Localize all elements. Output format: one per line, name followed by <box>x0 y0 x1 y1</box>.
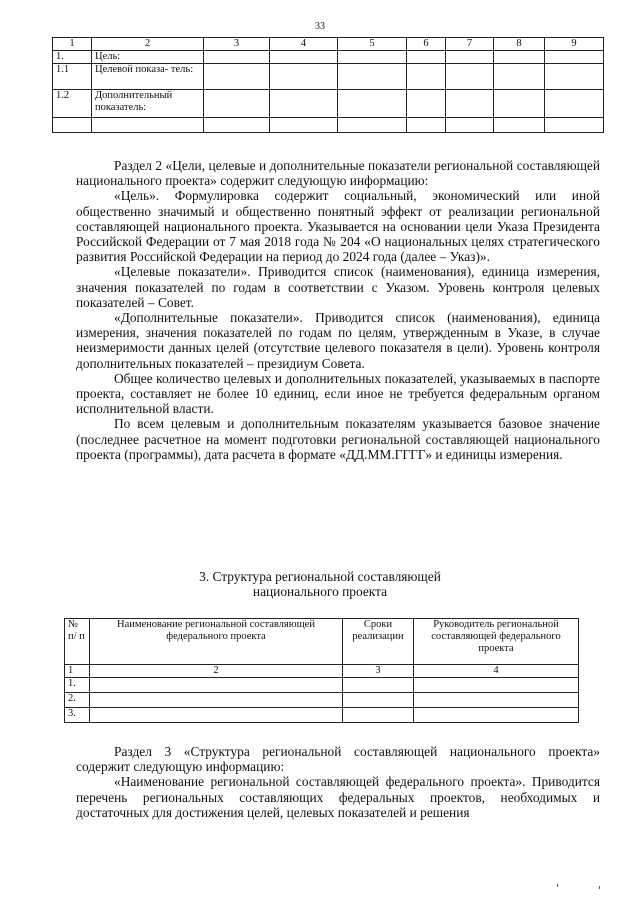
table-row <box>53 118 604 133</box>
page-number: 33 <box>315 21 325 32</box>
row-number: 1. <box>65 678 90 693</box>
table-row <box>53 90 604 118</box>
table-row <box>65 693 579 708</box>
table-header-cell: 3 <box>204 38 270 51</box>
paragraph: «Дополнительные показатели». Приводится список (наименования), единица измерения, значения показателей по годам по целям, утвержденным в Указе, в случае неизмеримости данных целей (отсутствие целевого показателя в цели). Уровень контроля дополнительных показателей – президиум Совета. <box>76 310 600 371</box>
table-header-row <box>53 38 604 51</box>
table-header-cell: Руководитель региональной составляющей федерального проекта <box>414 619 579 665</box>
table-header-cell: 1 <box>53 38 92 51</box>
table-header-cell: № п/ п <box>65 619 90 665</box>
paragraph: Раздел 2 «Цели, целевые и дополнительные показатели региональной составляющей национального проекта» содержит следующую информацию: <box>76 158 600 189</box>
paragraph: «Наименование региональной составляющей федерального проекта». Приводится перечень региональных составляющих федеральных проектов, необходимых и достаточных для достижения целей, целевых показателей и решения <box>76 774 600 820</box>
scan-speck <box>557 884 558 887</box>
table-header-cell: 4 <box>270 38 338 51</box>
table-row <box>65 708 579 723</box>
paragraph: По всем целевым и дополнительным показателям указывается базовое значение (последнее расчетное на момент подготовки региональной составляющей национального проекта (программы), дата расчета в формате «ДД.ММ.ГГГГ» и единицы измерения. <box>76 416 600 462</box>
heading-line: 3. Структура региональной составляющей <box>199 569 441 584</box>
table-row <box>65 678 579 693</box>
row-label: Цель: <box>92 51 204 64</box>
row-number: 2. <box>65 693 90 708</box>
paragraph: Раздел 3 «Структура региональной составляющей национального проекта» содержит следующую информацию: <box>76 744 600 775</box>
row-number: 3. <box>65 708 90 723</box>
section3-text <box>76 744 600 820</box>
structure-table <box>64 618 579 723</box>
paragraph: Общее количество целевых и дополнительных показателей, указываемых в паспорте проекта, составляет не более 10 единиц, если иное не требуется федеральным органом исполнительной власти. <box>76 370 600 417</box>
table-header-row <box>65 619 579 665</box>
table-header-cell: 6 <box>407 38 446 51</box>
row-number: 1.2 <box>53 90 92 118</box>
heading-line: национального проекта <box>252 584 388 600</box>
table-row <box>53 51 604 64</box>
table-header-cell: 7 <box>446 38 494 51</box>
scan-speck <box>599 886 600 889</box>
table-number-cell: 2 <box>90 665 343 678</box>
paragraph: «Цель». Формулировка содержит социальный, экономический или иной общественно значимый и общественно понятный эффект от реализации региональной составляющей национального проекта. Указывается на основании цели Указа Президента Российской Федерации от 7 мая 2018 года № 204 «О национальных целях стратегического развития Российской Федерации на период до 2024 года (далее – Указ)». <box>76 188 600 265</box>
row-label <box>92 118 204 133</box>
table-number-cell: 4 <box>414 665 579 678</box>
table-row <box>53 64 604 90</box>
table-header-cell: Сроки реализации <box>343 619 414 665</box>
table-number-cell: 3 <box>343 665 414 678</box>
table-number-row <box>65 665 579 678</box>
table-header-cell: 9 <box>545 38 604 51</box>
paragraph: «Целевые показатели». Приводится список (наименования), единица измерения, значения показателей по годам в соответствии с Указом. Уровень контроля целевых показателей – Совет. <box>76 264 600 310</box>
table-header-cell: 8 <box>494 38 545 51</box>
table-header-cell: Наименование региональной составляющей федерального проекта <box>90 619 343 665</box>
goals-table <box>52 37 604 133</box>
row-number: 1.1 <box>53 64 92 90</box>
section3-heading <box>0 569 640 599</box>
table-header-cell: 5 <box>338 38 407 51</box>
row-label: Дополнительный показатель: <box>92 90 204 118</box>
row-label: Целевой показа- тель: <box>92 64 204 90</box>
row-number <box>53 118 92 133</box>
table-number-cell: 1 <box>65 665 90 678</box>
row-number: 1. <box>53 51 92 64</box>
table-header-cell: 2 <box>92 38 204 51</box>
section2-text <box>76 158 600 462</box>
